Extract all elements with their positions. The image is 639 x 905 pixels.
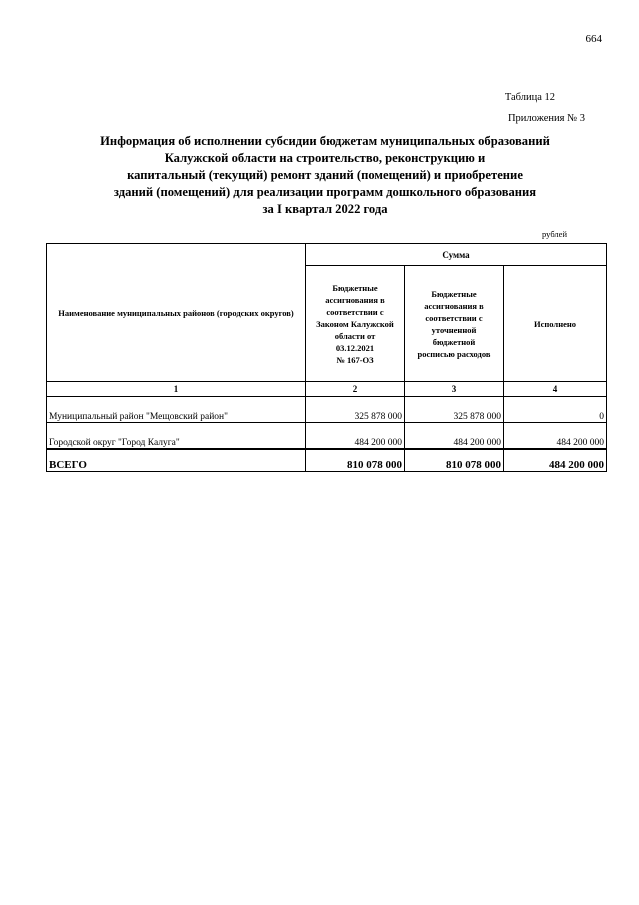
title-line: за I квартал 2022 года xyxy=(262,202,388,216)
row-refined-value: 484 200 000 xyxy=(405,423,504,450)
row-name: Городской округ "Город Калуга" xyxy=(47,423,306,450)
header-line: Бюджетные xyxy=(431,288,477,299)
column-number: 1 xyxy=(47,382,306,397)
title-line: капитальный (текущий) ремонт зданий (помещений) и приобретение xyxy=(127,168,523,182)
header-refined-allocations xyxy=(405,266,504,382)
header-executed: Исполнено xyxy=(504,266,607,382)
header-law-allocations xyxy=(306,266,405,382)
units-label: рублей xyxy=(542,229,567,239)
document-title xyxy=(60,133,590,218)
header-line: бюджетной xyxy=(432,336,476,347)
header-line: ассигнования в xyxy=(325,294,385,305)
appendix-label: Приложения № 3 xyxy=(507,113,585,124)
table-row xyxy=(47,397,607,423)
title-line: Информация об исполнении субсидии бюджетам муниципальных образований xyxy=(100,134,550,148)
row-name: Муниципальный район "Мещовский район" xyxy=(47,397,306,423)
total-row xyxy=(47,449,607,472)
header-line: соответствии с xyxy=(425,312,483,323)
header-line: Бюджетные xyxy=(332,282,378,293)
total-label: ВСЕГО xyxy=(47,449,306,472)
header-line: ассигнования в xyxy=(424,300,484,311)
table-row xyxy=(47,423,607,450)
column-number: 2 xyxy=(306,382,405,397)
row-executed-value: 0 xyxy=(504,397,607,423)
header-line: Законом Калужской xyxy=(316,318,394,329)
header-line: области от xyxy=(334,330,376,341)
total-refined-value: 810 078 000 xyxy=(405,449,504,472)
header-line: № 167-ОЗ xyxy=(336,354,374,365)
title-line: Калужской области на строительство, реконструкцию и xyxy=(164,151,486,165)
header-sum: Сумма xyxy=(306,244,607,266)
column-number: 4 xyxy=(504,382,607,397)
subsidy-table xyxy=(46,243,607,472)
row-executed-value: 484 200 000 xyxy=(504,423,607,450)
header-line: соответствии с xyxy=(326,306,384,317)
header-line: 03.12.2021 xyxy=(335,342,375,353)
total-executed-value: 484 200 000 xyxy=(504,449,607,472)
header-line: росписью расходов xyxy=(417,348,491,359)
row-refined-value: 325 878 000 xyxy=(405,397,504,423)
header-line: уточненной xyxy=(431,324,477,335)
column-number: 3 xyxy=(405,382,504,397)
header-name-column: Наименование муниципальных районов (городских округов) xyxy=(47,244,306,382)
row-law-value: 325 878 000 xyxy=(306,397,405,423)
row-law-value: 484 200 000 xyxy=(306,423,405,450)
total-law-value: 810 078 000 xyxy=(306,449,405,472)
table-label: Таблица 12 xyxy=(504,92,555,103)
title-line: зданий (помещений) для реализации программ дошкольного образования xyxy=(113,185,537,199)
page-number: 664 xyxy=(585,33,602,45)
